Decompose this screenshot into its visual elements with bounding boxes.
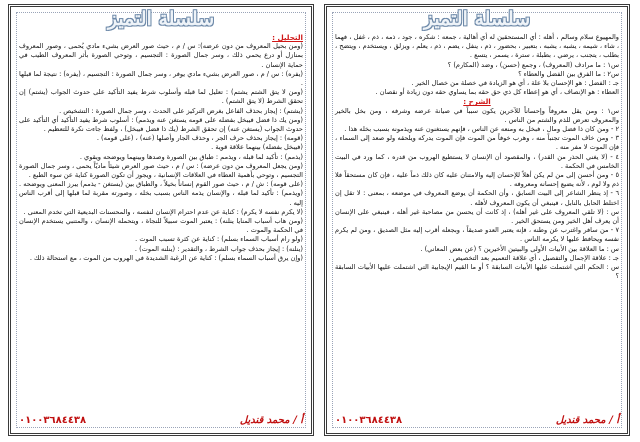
paragraph: (يذمم) : تأكيد لما قبله ، ويذمم : طباق بين الصورة وصدها وبينهما ويوضحه ويقوي . — [79, 152, 303, 161]
author-signature: أ / محمد قنديل — [239, 414, 303, 426]
paragraph: ٣ - ومن خاف الموت تجنباً منه ، وهرب خوفاً من الموت فإن الموت يدركه ويلحقه ولو صعد إلى السماء ، فإن الموت لا مفر منه . — [335, 134, 619, 152]
phone-number: ٠١٠٠٣٦٨٤٤٣٨ — [19, 414, 87, 426]
paragraph: س : الحكم التي اشتملت عليها الأبيات السابقة ؟ أو ما القيم الإيجابية التي اشتملت عليها الأبيات السابقة ؟ — [335, 263, 619, 281]
paragraph: (ومن لا يتق الشتم يشتم) : تعليل لما قبله وأسلوب شرط يفيد التأكيد على حدوث الجواب (يشتم) إن تحقق الشرط (لا يتق الشتم) . — [19, 88, 303, 106]
paragraph: س١ : ومن يقل معروفاً وإحساناً للآخرين يكون سبباً في صيانة عرضه وشرفه ، ومن بخل بالخير والمعروف تعرض للذم والشتم من الناس . — [335, 106, 619, 124]
page-footer — [19, 413, 303, 427]
paragraph: (يفره) : س / م ، صور العرض بشيء مادي يوفر ، وسر جمال الصورة : التجسيم ، (يفره) : نتيجة لما قبلها . — [19, 69, 303, 88]
paragraph: (لا يكرم نفسه لا يكرم) : كناية عن عدم احترام الإنسان لنفسه ، والمحسنات البديعية التي تخدم المعنى . — [23, 207, 303, 216]
paragraph: (فيبخل بفضله) بينهما علاقة قوية . — [211, 143, 303, 152]
paragraph: (ومن بحيل المعروف من دون عرضه): س / م ، حيث صور العرض بشيء مادي يُحمى ، وصور المعروف بمنازل أو درع يحمي ذلك ، وسر جمال الصورة : التجسيم ، وتوحي الصورة بأثر المعروف الطيب في حماية الإنسان . — [19, 42, 303, 69]
paragraph: س : ما العلاقة بين الأبيات الأولى والبيتين الأخيرين ؟ (عن بعض المعاني) . — [420, 244, 619, 253]
paragraph: ٤ - (لا يغني الحذر من القدر) ، والمقصود أن الإنسان لا يستطيع الهروب من قدره ، كما ورد في البيت الخامس في الحكمة . — [335, 152, 619, 170]
page-banner-title: سلسلة التميز — [107, 8, 215, 30]
page-banner-title: سلسلة التميز — [423, 8, 531, 30]
paragraph: س١ : ما مرادف (المعروف) ، وجمع (حسن) ، وضد (المكارم) ؟ — [447, 60, 619, 69]
paragraph: (يشتم) : إيجاز بحذف الفاعل بغرض التركيز على الحدث ، وسر جمال الصورة : التشخيص . — [59, 106, 303, 115]
author-signature: أ / محمد قنديل — [555, 414, 619, 426]
paragraph: (ومن هاب أسباب المنايا ينلنه) : يعتبر الموت سبيلاً للنجاة ، ويتحمله الإنسان ، والمتنبي يستخدم الإنسان في الحكمة والموت . — [19, 217, 303, 235]
paragraph: ٦ - إذ ينظر الشاعر إلى البيت السابق ، وأن الحكمة أن يوضع المعروف في موضعه ، بمعنى : لا تقل إن اختلط الحابل بالنابل ، فينبغي أن يكون المعروف لأهله . — [335, 189, 619, 207]
paragraph: والمهيوع سلام وسالم ، أهله : أي المستحقين له أي أهالية ، جمعه : شكره ، جود ، ذمه ، ذم ، غفل ، فهما ، شاء ، شيمه ، يشبه ، يشبه ، بتعبير ، بحضور ، ذم ، ينفل ، يضم ، ذم ، يعلم ، ويزلق ، ويستخدم ، ويتضح ، بطلب ، يتجنب ، يرضي ، بطبلة ، سترة ، يسمر ، يتسع . — [335, 33, 619, 60]
paragraph: س٢ : ما الفرق بين الفضل والعطاء ؟ — [518, 69, 619, 78]
section-heading: الشرح : — [463, 97, 491, 107]
paragraph: جـ : الفضل : هو الإحسان بلا علة ، أي هو الزيادة في خصلة من خصال الخير . — [411, 79, 619, 88]
paragraph: (على قومه) : ش / م ، حيث صور القوم إنساناً بخيلاً ، والطباق بين (يستغن - يذمم) يبرز المعنى ويوضحه . — [19, 180, 303, 189]
page-body — [335, 33, 619, 281]
phone-number: ٠١٠٠٣٦٨٤٤٣٨ — [335, 414, 403, 426]
paragraph: ٢ - ومن كان ذا فضل ومال ، فبخل به ومنعه عن الناس ، فإنهم يستغنون عنه ويذمونه بسبب بخله هذا . — [344, 125, 619, 134]
paragraph: (قومه) : إيجاز بحذف حرف الجر ، وحذف الجار وأصلها (عنه) ، (على قومه) . — [96, 134, 303, 143]
paragraph: (وإن يرق أسباب السماء بسلم) : كناية عن الرغبة الشديدة في الهروب من الموت ، مع استحالة ذلك . — [29, 253, 303, 262]
paragraph: س : (لا تلقي المعروف على غير أهله) ، إذ كانت أن يحسن من مصاحبة غير أهله ، فينبغي على الإنسان أن يعرف أهل الخير ومن يستحق الخير . — [335, 207, 619, 226]
section-heading: التحليل : — [272, 33, 303, 42]
paragraph: (ويذمم) : تأكيد لما قبله ، والإنسان يذمه الناس بسبب بخله ، وصورته مقربة لما قبلها إلى أقرب الناس إليه . — [19, 189, 303, 207]
paragraph: ٥ - ومن أحسن إلى من لم يكن أهلاً للإحسان إليه والامتنان عليه كان ذلك ذماً عليه ، فإن كان مستحقاً فلا ذم ولا لوم ، لأنه يضيع إحسانه ومعروفه . — [335, 171, 619, 189]
paragraph: جـ : علاقة الإجمال والتفصيل ، أي علاقة التعميم بعد التخصيص . — [448, 253, 619, 262]
paragraph: (ينلنه) : إيجاز بحذف جواب الشرط ، والتقدير : (ينلنه الموت) . — [134, 244, 303, 253]
paragraph: (ولو رام أسباب السماء بسلم) : كناية عن كثرة تسبب الموت . — [135, 235, 303, 244]
document-page-right — [324, 4, 630, 436]
paragraph: (ومن يك ذا فضل فيبخل بفضله على قومه يستغن عنه ويذمم) : أسلوب شرط يفيد التأكيد أي التأكيد على حدوث الجواب (يستغن عنه) إن تحقق الشرط (يك ذا فضل فيبخل) ، ولفظ جاءت نكرة للتعظيم . — [19, 115, 303, 134]
page-footer — [335, 413, 619, 427]
document-page-left — [8, 4, 314, 436]
paragraph: ٧ - من سافر واغترب عن وطنه ، فإنه يعتبر العدو صديقاً ، وبجعله أقرب إليه مثل الصديق ، ومن لم يكرم نفسه ويحافظ عليها لا يكرمه الناس . — [335, 226, 619, 244]
page-body — [19, 33, 303, 263]
paragraph: العطاء : هو الإنصاف ، أي هو إعطاء كل ذي حق حقه بما يساوي حقه دون زيادة أو نقصان . — [375, 88, 619, 97]
paragraph: (ومن يجعل المعروف من دون عرضه) : س / م ، حيث صور العرض شيئاً ماديّاً يحمى ، وسر جمال الصورة التجسيم ، وتوحي بأهمية العطاء في العلاقات الإنسانية ، ويجوز أن تكون الصورة كناية عن سوء الطبع . — [19, 161, 303, 180]
